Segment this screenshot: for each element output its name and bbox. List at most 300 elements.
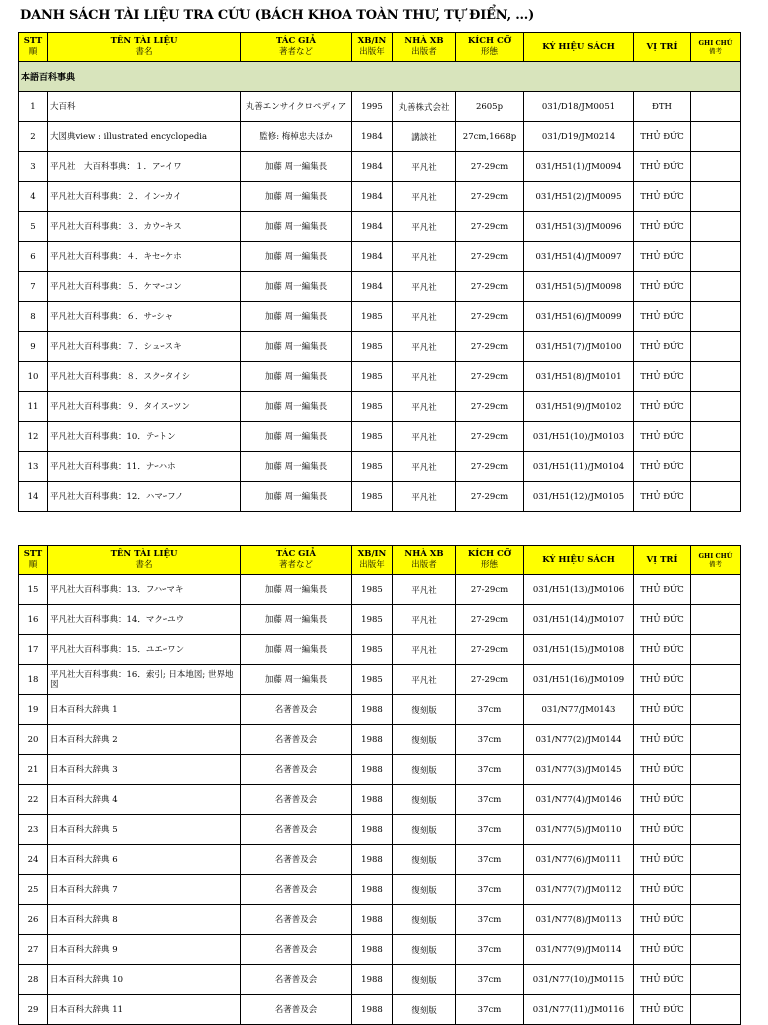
cell-stt: 11: [19, 392, 48, 422]
cell-publisher: 平凡社: [393, 422, 456, 452]
cell-code: 031/D19/JM0214: [524, 122, 634, 152]
cell-location: THỦ ĐỨC: [634, 122, 691, 152]
cell-location: ĐTH: [634, 92, 691, 122]
cell-size: 37cm: [456, 905, 524, 935]
cell-author: 加藤 周一編集長: [241, 635, 352, 665]
cell-size: 37cm: [456, 845, 524, 875]
cell-name: 平凡社大百科事典：14．マクｰユウ: [48, 605, 241, 635]
cell-name: 大図典view : illustrated encyclopedia: [48, 122, 241, 152]
table-row: [19, 362, 741, 392]
cell-size: 27-29cm: [456, 182, 524, 212]
page-title: DANH SÁCH TÀI LIỆU TRA CỨU (BÁCH KHOA TOÀN THƯ, TỰ ĐIỂN, …): [20, 8, 535, 23]
cell-stt: 22: [19, 785, 48, 815]
cell-name: 平凡社大百科事典：２．インｰカイ: [48, 182, 241, 212]
cell-code: 031/H51(8)/JM0101: [524, 362, 634, 392]
cell-location: THỦ ĐỨC: [634, 785, 691, 815]
cell-code: 031/N77(11)/JM0116: [524, 995, 634, 1025]
cell-size: 27-29cm: [456, 152, 524, 182]
cell-code: 031/N77(3)/JM0145: [524, 755, 634, 785]
cell-stt: 6: [19, 242, 48, 272]
table-row: [19, 392, 741, 422]
cell-stt: 16: [19, 605, 48, 635]
table-row: [19, 845, 741, 875]
cell-code: 031/H51(12)/JM0105: [524, 482, 634, 512]
cell-size: 27-29cm: [456, 482, 524, 512]
cell-stt: 23: [19, 815, 48, 845]
cell-size: 37cm: [456, 695, 524, 725]
cell-code: 031/H51(7)/JM0100: [524, 332, 634, 362]
cell-author: 加藤 周一編集長: [241, 332, 352, 362]
cell-author: 加藤 周一編集長: [241, 362, 352, 392]
cell-location: THỦ ĐỨC: [634, 482, 691, 512]
cell-author: 加藤 周一編集長: [241, 575, 352, 605]
cell-code: 031/H51(4)/JM0097: [524, 242, 634, 272]
cell-author: 監修: 梅棹忠夫ほか: [241, 122, 352, 152]
cell-location: THỦ ĐỨC: [634, 995, 691, 1025]
cell-note: [691, 212, 741, 242]
cell-location: THỦ ĐỨC: [634, 935, 691, 965]
cell-stt: 18: [19, 665, 48, 695]
cell-note: [691, 302, 741, 332]
cell-location: THỦ ĐỨC: [634, 695, 691, 725]
cell-name: 日本百科大辞典 5: [48, 815, 241, 845]
col-header-code: KÝ HIỆU SÁCH: [524, 546, 634, 575]
table-row: [19, 815, 741, 845]
cell-size: 27-29cm: [456, 272, 524, 302]
cell-year: 1984: [352, 242, 393, 272]
cell-size: 27-29cm: [456, 452, 524, 482]
cell-location: THỦ ĐỨC: [634, 332, 691, 362]
cell-note: [691, 905, 741, 935]
cell-stt: 17: [19, 635, 48, 665]
col-header-name: TÊN TÀI LIỆU 書名: [48, 546, 241, 575]
cell-note: [691, 152, 741, 182]
cell-year: 1984: [352, 152, 393, 182]
cell-name: 大百科: [48, 92, 241, 122]
table-row: [19, 332, 741, 362]
cell-year: 1984: [352, 182, 393, 212]
cell-code: 031/H51(14)/JM0107: [524, 605, 634, 635]
col-header-note: GHI CHÚ 備考: [691, 33, 741, 62]
cell-note: [691, 92, 741, 122]
cell-size: 37cm: [456, 875, 524, 905]
cell-author: 名著普及会: [241, 905, 352, 935]
cell-year: 1984: [352, 212, 393, 242]
cell-location: THỦ ĐỨC: [634, 755, 691, 785]
cell-location: THỦ ĐỨC: [634, 665, 691, 695]
table-row: [19, 152, 741, 182]
cell-size: 27-29cm: [456, 665, 524, 695]
cell-name: 平凡社大百科事典：３．カウｰキス: [48, 212, 241, 242]
cell-size: 37cm: [456, 815, 524, 845]
cell-stt: 2: [19, 122, 48, 152]
cell-name: 日本百科大辞典 7: [48, 875, 241, 905]
cell-author: 加藤 周一編集長: [241, 392, 352, 422]
table-row: [19, 635, 741, 665]
cell-code: 031/N77(2)/JM0144: [524, 725, 634, 755]
cell-size: 27-29cm: [456, 332, 524, 362]
cell-publisher: 平凡社: [393, 575, 456, 605]
cell-size: 27-29cm: [456, 392, 524, 422]
cell-note: [691, 575, 741, 605]
cell-stt: 4: [19, 182, 48, 212]
cell-stt: 19: [19, 695, 48, 725]
cell-author: 名著普及会: [241, 785, 352, 815]
cell-location: THỦ ĐỨC: [634, 635, 691, 665]
cell-year: 1988: [352, 965, 393, 995]
cell-author: 加藤 周一編集長: [241, 665, 352, 695]
table-row: [19, 665, 741, 695]
cell-location: THỦ ĐỨC: [634, 875, 691, 905]
cell-note: [691, 182, 741, 212]
col-header-author: TÁC GIẢ 著者など: [241, 546, 352, 575]
cell-code: 031/H51(16)/JM0109: [524, 665, 634, 695]
table-row: [19, 212, 741, 242]
cell-code: 031/H51(3)/JM0096: [524, 212, 634, 242]
cell-size: 37cm: [456, 935, 524, 965]
cell-stt: 3: [19, 152, 48, 182]
cell-size: 27-29cm: [456, 635, 524, 665]
cell-year: 1985: [352, 302, 393, 332]
reference-table-1: [18, 32, 741, 512]
cell-note: [691, 272, 741, 302]
cell-stt: 24: [19, 845, 48, 875]
cell-year: 1985: [352, 422, 393, 452]
table-row: [19, 785, 741, 815]
cell-size: 37cm: [456, 725, 524, 755]
cell-code: 031/H51(2)/JM0095: [524, 182, 634, 212]
cell-publisher: 復刻版: [393, 845, 456, 875]
cell-name: 平凡社 大百科事典：１．アｰイワ: [48, 152, 241, 182]
cell-location: THỦ ĐỨC: [634, 242, 691, 272]
cell-year: 1988: [352, 905, 393, 935]
cell-code: 031/H51(6)/JM0099: [524, 302, 634, 332]
cell-note: [691, 605, 741, 635]
cell-year: 1985: [352, 665, 393, 695]
cell-name: 平凡社大百科事典：４．キセｰケホ: [48, 242, 241, 272]
cell-size: 27cm,1668p: [456, 122, 524, 152]
cell-name: 平凡社大百科事典：９．タイスｰツン: [48, 392, 241, 422]
cell-name: 日本百科大辞典 8: [48, 905, 241, 935]
cell-name: 平凡社大百科事典：11．ナｰハホ: [48, 452, 241, 482]
cell-author: 名著普及会: [241, 725, 352, 755]
table-row: [19, 605, 741, 635]
table-row: [19, 422, 741, 452]
cell-note: [691, 845, 741, 875]
cell-author: 名著普及会: [241, 995, 352, 1025]
cell-note: [691, 635, 741, 665]
col-header-publisher: NHÀ XB 出版者: [393, 33, 456, 62]
col-header-year: XB/IN 出版年: [352, 33, 393, 62]
col-header-location: VỊ TRÍ: [634, 33, 691, 62]
cell-publisher: 平凡社: [393, 362, 456, 392]
cell-author: 名著普及会: [241, 845, 352, 875]
cell-year: 1988: [352, 875, 393, 905]
cell-publisher: 丸善株式会社: [393, 92, 456, 122]
cell-publisher: 復刻版: [393, 875, 456, 905]
cell-location: THỦ ĐỨC: [634, 152, 691, 182]
cell-author: 名著普及会: [241, 695, 352, 725]
cell-publisher: 平凡社: [393, 332, 456, 362]
cell-author: 加藤 周一編集長: [241, 152, 352, 182]
cell-author: 名著普及会: [241, 935, 352, 965]
cell-year: 1985: [352, 452, 393, 482]
cell-note: [691, 815, 741, 845]
table-row: [19, 755, 741, 785]
cell-author: 加藤 周一編集長: [241, 422, 352, 452]
table-row: [19, 995, 741, 1025]
cell-stt: 14: [19, 482, 48, 512]
cell-stt: 20: [19, 725, 48, 755]
cell-stt: 29: [19, 995, 48, 1025]
cell-stt: 5: [19, 212, 48, 242]
col-header-stt: STT 順: [19, 33, 48, 62]
col-header-publisher: NHÀ XB 出版者: [393, 546, 456, 575]
cell-author: 加藤 周一編集長: [241, 605, 352, 635]
cell-size: 37cm: [456, 995, 524, 1025]
cell-code: 031/N77(5)/JM0110: [524, 815, 634, 845]
cell-name: 日本百科大辞典 9: [48, 935, 241, 965]
cell-stt: 10: [19, 362, 48, 392]
cell-year: 1988: [352, 785, 393, 815]
cell-size: 37cm: [456, 965, 524, 995]
cell-name: 平凡社大百科事典：10．テｰトン: [48, 422, 241, 452]
cell-publisher: 復刻版: [393, 755, 456, 785]
table-row: [19, 575, 741, 605]
table-2-body: [19, 575, 741, 1025]
cell-location: THỦ ĐỨC: [634, 272, 691, 302]
table-row: [19, 242, 741, 272]
cell-author: 名著普及会: [241, 755, 352, 785]
cell-author: 名著普及会: [241, 815, 352, 845]
cell-publisher: 平凡社: [393, 452, 456, 482]
cell-note: [691, 362, 741, 392]
cell-note: [691, 452, 741, 482]
col-header-name: TÊN TÀI LIỆU 書名: [48, 33, 241, 62]
col-header-author: TÁC GIẢ 著者など: [241, 33, 352, 62]
table-row: [19, 875, 741, 905]
cell-year: 1988: [352, 725, 393, 755]
cell-name: 日本百科大辞典 10: [48, 965, 241, 995]
table-row: [19, 725, 741, 755]
cell-location: THỦ ĐỨC: [634, 182, 691, 212]
cell-name: 日本百科大辞典 3: [48, 755, 241, 785]
cell-code: 031/H51(10)/JM0103: [524, 422, 634, 452]
cell-size: 37cm: [456, 755, 524, 785]
cell-note: [691, 785, 741, 815]
cell-size: 27-29cm: [456, 242, 524, 272]
header-row: [19, 546, 741, 575]
cell-publisher: 平凡社: [393, 272, 456, 302]
cell-stt: 8: [19, 302, 48, 332]
cell-note: [691, 995, 741, 1025]
cell-code: 031/H51(5)/JM0098: [524, 272, 634, 302]
cell-stt: 13: [19, 452, 48, 482]
cell-publisher: 復刻版: [393, 785, 456, 815]
cell-publisher: 復刻版: [393, 695, 456, 725]
cell-code: 031/H51(11)/JM0104: [524, 452, 634, 482]
cell-name: 平凡社大百科事典：６．サｰシャ: [48, 302, 241, 332]
cell-location: THỦ ĐỨC: [634, 422, 691, 452]
cell-code: 031/N77(9)/JM0114: [524, 935, 634, 965]
cell-author: 加藤 周一編集長: [241, 212, 352, 242]
table-row: [19, 935, 741, 965]
cell-author: 丸善エンサイクロペディア: [241, 92, 352, 122]
cell-year: 1984: [352, 122, 393, 152]
cell-note: [691, 242, 741, 272]
cell-note: [691, 755, 741, 785]
cell-publisher: 平凡社: [393, 635, 456, 665]
cell-size: 27-29cm: [456, 212, 524, 242]
group-label: 本語百科事典: [19, 62, 741, 92]
reference-table-2: [18, 545, 741, 1025]
table-row: [19, 122, 741, 152]
cell-note: [691, 122, 741, 152]
cell-year: 1985: [352, 635, 393, 665]
cell-author: 加藤 周一編集長: [241, 182, 352, 212]
cell-name: 日本百科大辞典 11: [48, 995, 241, 1025]
cell-publisher: 平凡社: [393, 212, 456, 242]
cell-publisher: 平凡社: [393, 182, 456, 212]
cell-code: 031/N77(7)/JM0112: [524, 875, 634, 905]
cell-location: THỦ ĐỨC: [634, 965, 691, 995]
cell-year: 1988: [352, 815, 393, 845]
cell-author: 加藤 周一編集長: [241, 482, 352, 512]
cell-code: 031/N77/JM0143: [524, 695, 634, 725]
table-row: [19, 92, 741, 122]
cell-stt: 25: [19, 875, 48, 905]
cell-stt: 26: [19, 905, 48, 935]
cell-location: THỦ ĐỨC: [634, 845, 691, 875]
cell-location: THỦ ĐỨC: [634, 575, 691, 605]
cell-year: 1988: [352, 935, 393, 965]
cell-stt: 9: [19, 332, 48, 362]
col-header-stt: STT 順: [19, 546, 48, 575]
cell-note: [691, 392, 741, 422]
cell-publisher: 平凡社: [393, 392, 456, 422]
col-header-year: XB/IN 出版年: [352, 546, 393, 575]
cell-name: 日本百科大辞典 6: [48, 845, 241, 875]
cell-publisher: 平凡社: [393, 302, 456, 332]
cell-name: 日本百科大辞典 1: [48, 695, 241, 725]
table-row: [19, 272, 741, 302]
cell-year: 1984: [352, 272, 393, 302]
cell-size: 2605p: [456, 92, 524, 122]
cell-author: 加藤 周一編集長: [241, 272, 352, 302]
cell-stt: 27: [19, 935, 48, 965]
cell-publisher: 講談社: [393, 122, 456, 152]
cell-note: [691, 482, 741, 512]
cell-size: 27-29cm: [456, 605, 524, 635]
cell-note: [691, 725, 741, 755]
cell-author: 加藤 周一編集長: [241, 242, 352, 272]
cell-publisher: 平凡社: [393, 605, 456, 635]
table-row: [19, 965, 741, 995]
cell-name: 平凡社大百科事典：13．フハｰマキ: [48, 575, 241, 605]
cell-year: 1988: [352, 995, 393, 1025]
cell-name: 平凡社大百科事典：８．スクｰタイシ: [48, 362, 241, 392]
cell-note: [691, 332, 741, 362]
cell-publisher: 復刻版: [393, 905, 456, 935]
col-header-size: KÍCH CỠ 形態: [456, 33, 524, 62]
col-header-location: VỊ TRÍ: [634, 546, 691, 575]
cell-year: 1985: [352, 392, 393, 422]
cell-code: 031/N77(10)/JM0115: [524, 965, 634, 995]
cell-publisher: 復刻版: [393, 965, 456, 995]
cell-code: 031/H51(13)/JM0106: [524, 575, 634, 605]
cell-code: 031/H51(1)/JM0094: [524, 152, 634, 182]
table-row: [19, 452, 741, 482]
cell-location: THỦ ĐỨC: [634, 362, 691, 392]
cell-code: 031/H51(15)/JM0108: [524, 635, 634, 665]
table-row: [19, 302, 741, 332]
cell-note: [691, 695, 741, 725]
cell-name: 日本百科大辞典 2: [48, 725, 241, 755]
table-row: [19, 905, 741, 935]
table-1-body: [19, 62, 741, 512]
cell-name: 平凡社大百科事典：16．索引; 日本地図; 世界地図: [48, 665, 241, 695]
cell-location: THỦ ĐỨC: [634, 905, 691, 935]
table-row: [19, 182, 741, 212]
cell-name: 平凡社大百科事典：５．ケマｰコン: [48, 272, 241, 302]
cell-name: 平凡社大百科事典：12．ハマｰフノ: [48, 482, 241, 512]
cell-stt: 7: [19, 272, 48, 302]
cell-year: 1988: [352, 755, 393, 785]
cell-location: THỦ ĐỨC: [634, 725, 691, 755]
cell-year: 1985: [352, 575, 393, 605]
cell-location: THỦ ĐỨC: [634, 452, 691, 482]
cell-publisher: 平凡社: [393, 242, 456, 272]
cell-code: 031/D18/JM0051: [524, 92, 634, 122]
cell-publisher: 復刻版: [393, 935, 456, 965]
cell-stt: 1: [19, 92, 48, 122]
cell-note: [691, 965, 741, 995]
cell-code: 031/N77(6)/JM0111: [524, 845, 634, 875]
cell-code: 031/H51(9)/JM0102: [524, 392, 634, 422]
cell-code: 031/N77(8)/JM0113: [524, 905, 634, 935]
cell-location: THỦ ĐỨC: [634, 302, 691, 332]
cell-size: 27-29cm: [456, 422, 524, 452]
cell-note: [691, 665, 741, 695]
cell-size: 27-29cm: [456, 575, 524, 605]
group-row: [19, 62, 741, 92]
cell-author: 加藤 周一編集長: [241, 452, 352, 482]
cell-name: 日本百科大辞典 4: [48, 785, 241, 815]
cell-size: 37cm: [456, 785, 524, 815]
cell-publisher: 平凡社: [393, 482, 456, 512]
cell-year: 1988: [352, 845, 393, 875]
cell-size: 27-29cm: [456, 302, 524, 332]
col-header-code: KÝ HIỆU SÁCH: [524, 33, 634, 62]
cell-note: [691, 875, 741, 905]
cell-year: 1985: [352, 362, 393, 392]
cell-year: 1985: [352, 605, 393, 635]
cell-year: 1985: [352, 332, 393, 362]
col-header-note: GHI CHÚ 備考: [691, 546, 741, 575]
cell-stt: 21: [19, 755, 48, 785]
cell-publisher: 復刻版: [393, 725, 456, 755]
header-row: [19, 33, 741, 62]
cell-location: THỦ ĐỨC: [634, 815, 691, 845]
cell-author: 名著普及会: [241, 965, 352, 995]
cell-code: 031/N77(4)/JM0146: [524, 785, 634, 815]
cell-publisher: 復刻版: [393, 995, 456, 1025]
cell-size: 27-29cm: [456, 362, 524, 392]
cell-publisher: 平凡社: [393, 665, 456, 695]
cell-location: THỦ ĐỨC: [634, 605, 691, 635]
cell-location: THỦ ĐỨC: [634, 392, 691, 422]
col-header-size: KÍCH CỠ 形態: [456, 546, 524, 575]
